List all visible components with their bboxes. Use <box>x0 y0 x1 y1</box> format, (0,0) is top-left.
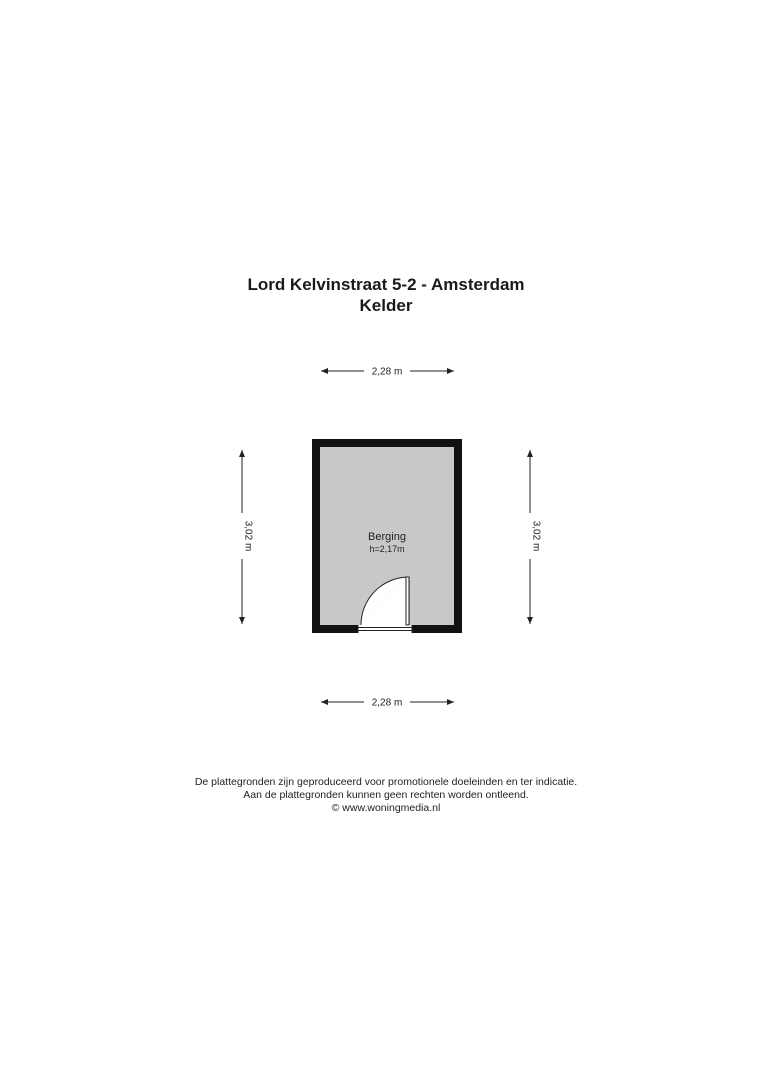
address-title: Lord Kelvinstraat 5-2 - Amsterdam <box>247 275 525 294</box>
disclaimer-line-1: De plattegronden zijn geproduceerd voor promotionele doeleinden en ter indicatie. <box>194 776 578 788</box>
dimension-bottom <box>321 698 454 709</box>
dimension-left <box>242 450 254 624</box>
room-height: h=2,17m <box>369 544 405 554</box>
copyright-line: © www.woningmedia.nl <box>331 802 441 814</box>
dimension-bottom-label: 2,28 m <box>371 697 403 709</box>
room-name: Berging <box>368 531 406 543</box>
dimension-right-label: 3,02 m <box>530 520 542 552</box>
dimension-top-label: 2,28 m <box>371 366 403 378</box>
dimension-right <box>530 450 542 624</box>
floor-title: Kelder <box>359 296 413 315</box>
disclaimer-line-2: Aan de plattegronden kunnen geen rechten worden ontleend. <box>243 789 529 801</box>
dimension-top <box>321 367 454 378</box>
dimension-left-label: 3,02 m <box>242 520 254 552</box>
